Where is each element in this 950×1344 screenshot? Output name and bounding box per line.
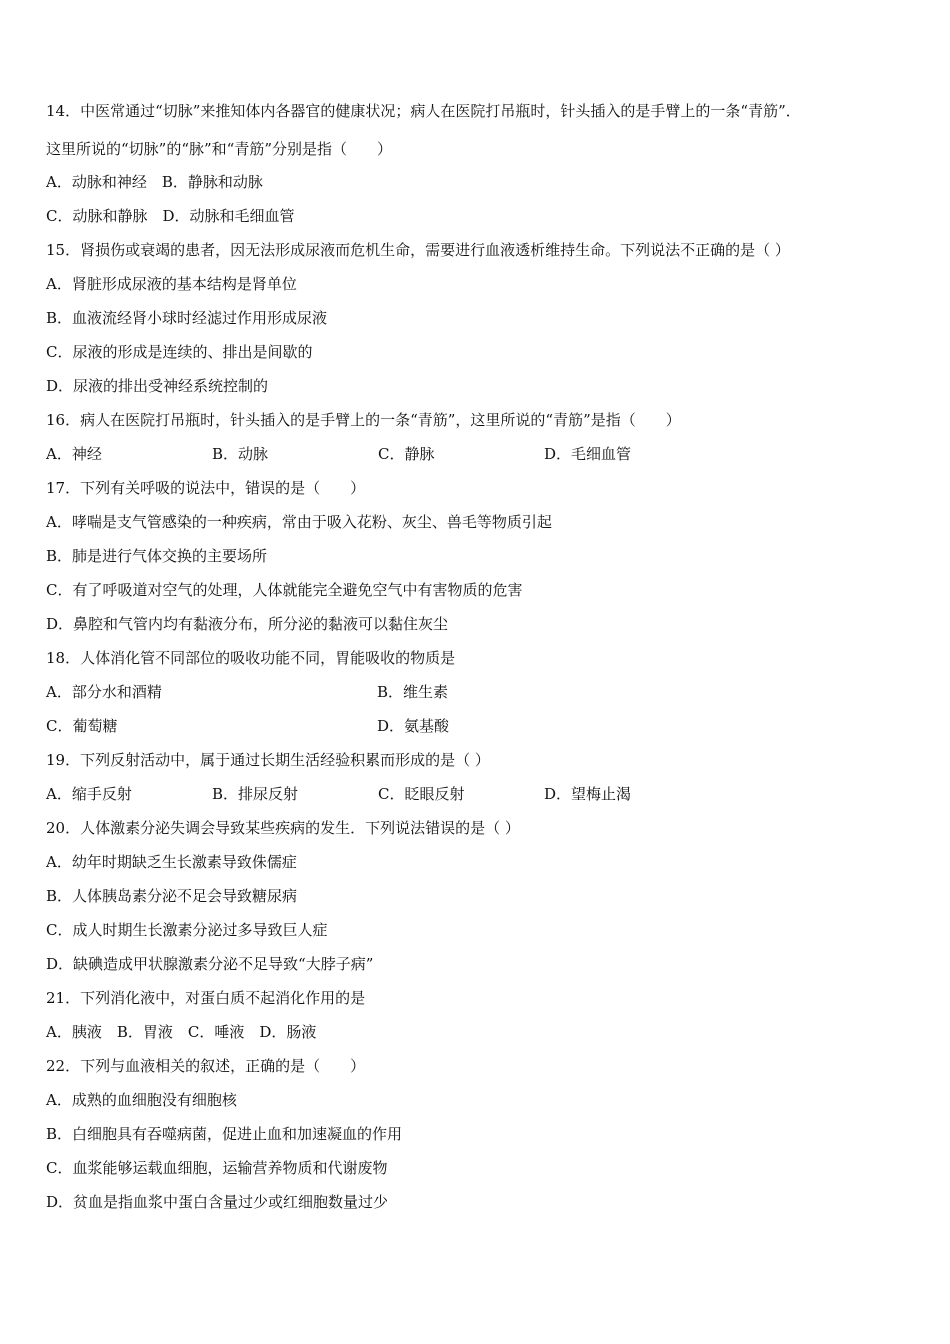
question-15-option-a: A．肾脏形成尿液的基本结构是肾单位 [46,275,297,293]
question-20-option-b: B．人体胰岛素分泌不足会导致糖尿病 [46,887,298,905]
question-22-option-d: D．贫血是指血浆中蛋白含量过少或红细胞数量过少 [46,1193,389,1211]
question-19-option-b: B．排尿反射 [212,785,299,803]
question-20-stem: 20．人体激素分泌失调会导致某些疾病的发生．下列说法错误的是（ ） [46,819,520,837]
question-22-option-b: B．白细胞具有吞噬病菌，促进止血和加速凝血的作用 [46,1125,403,1143]
question-17-option-d: D．鼻腔和气管内均有黏液分布，所分泌的黏液可以黏住灰尘 [46,615,449,633]
question-18-option-d: D．氨基酸 [377,717,450,735]
question-20-option-a: A．幼年时期缺乏生长激素导致侏儒症 [46,853,297,871]
question-16-option-a: A．神经 [46,445,102,463]
question-16-option-b: B．动脉 [212,445,269,463]
question-17-stem: 17．下列有关呼吸的说法中，错误的是（ ） [46,479,366,497]
question-20-option-c: C．成人时期生长激素分泌过多导致巨人症 [46,921,328,939]
question-18-stem: 18．人体消化管不同部位的吸收功能不同，胃能吸收的物质是 [46,649,456,667]
question-16-option-c: C．静脉 [378,445,435,463]
question-16-stem: 16．病人在医院打吊瓶时，针头插入的是手臂上的一条“青筋”，这里所说的“青筋”是指（ ） [46,411,681,429]
question-19-option-d: D．望梅止渴 [544,785,632,803]
question-17-option-b: B．肺是进行气体交换的主要场所 [46,547,268,565]
question-15-option-b: B．血液流经肾小球时经滤过作用形成尿液 [46,309,328,327]
question-14-stem-line2: 这里所说的“切脉”的“脉”和“青筋”分别是指（ ） [46,140,393,158]
question-22-option-a: A．成熟的血细胞没有细胞核 [46,1091,237,1109]
question-18-options-cd [46,714,920,738]
question-15-stem: 15．肾损伤或衰竭的患者，因无法形成尿液而危机生命，需要进行血液透析维持生命。下列说法不正确的是（ ） [46,241,790,259]
question-22-option-c: C．血浆能够运载血细胞，运输营养物质和代谢废物 [46,1159,388,1177]
question-17-option-c: C．有了呼吸道对空气的处理，人体就能完全避免空气中有害物质的危害 [46,581,523,599]
question-18-option-a: A．部分水和酒精 [46,683,162,701]
question-14-stem-line1: 14．中医常通过“切脉”来推知体内各器官的健康状况；病人在医院打吊瓶时，针头插入的是手臂上的一条“青筋”． [46,102,801,120]
question-18-option-c: C．葡萄糖 [46,717,118,735]
question-14-options-cd: C．动脉和静脉 D．动脉和毛细血管 [46,207,295,225]
question-21-options: A．胰液 B．胃液 C．唾液 D．肠液 [46,1023,317,1041]
question-19-options [46,782,920,806]
question-17-option-a: A．哮喘是支气管感染的一种疾病，常由于吸入花粉、灰尘、兽毛等物质引起 [46,513,552,531]
question-19-option-a: A．缩手反射 [46,785,132,803]
question-18-option-b: B．维生素 [377,683,449,701]
question-19-stem: 19．下列反射活动中，属于通过长期生活经验积累而形成的是（ ） [46,751,490,769]
question-14-options-ab: A．动脉和神经 B．静脉和动脉 [46,173,263,191]
question-19-option-c: C．眨眼反射 [378,785,465,803]
question-18-options-ab [46,680,920,704]
question-15-option-d: D．尿液的排出受神经系统控制的 [46,377,269,395]
question-20-option-d: D．缺碘造成甲状腺激素分泌不足导致“大脖子病” [46,955,374,973]
question-15-option-c: C．尿液的形成是连续的、排出是间歇的 [46,343,313,361]
question-16-option-d: D．毛细血管 [544,445,632,463]
question-16-options [46,442,920,466]
question-22-stem: 22．下列与血液相关的叙述，正确的是（ ） [46,1057,366,1075]
question-21-stem: 21．下列消化液中，对蛋白质不起消化作用的是 [46,989,366,1007]
